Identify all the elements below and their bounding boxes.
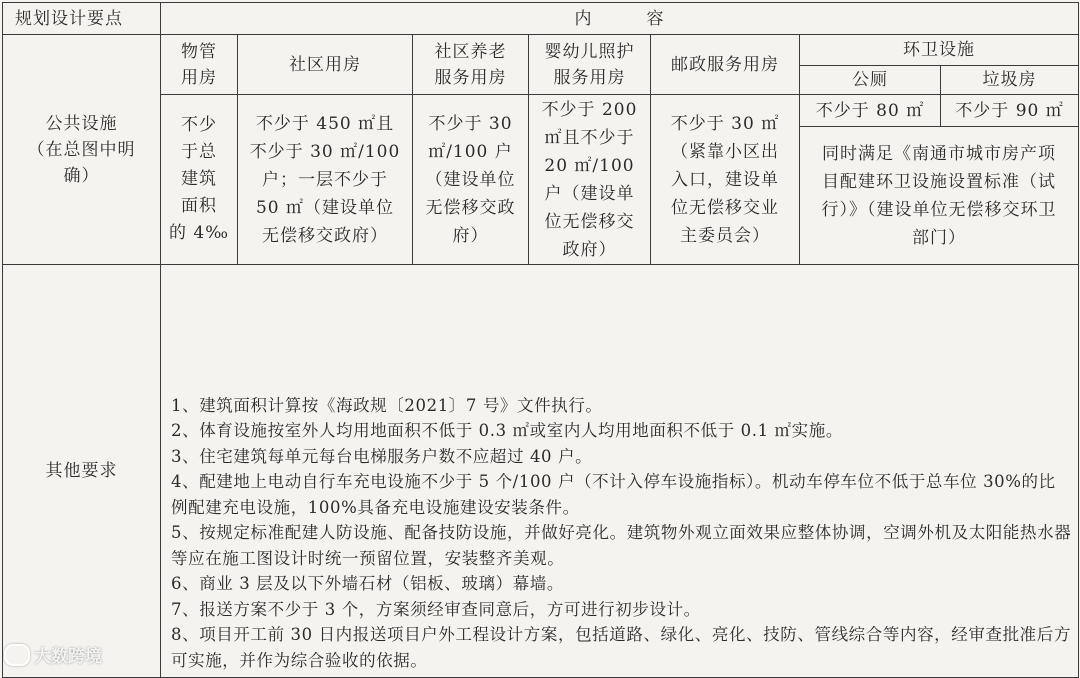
head-postal-room: 邮政服务用房 <box>651 35 800 95</box>
value-elderly-care-room: 不少于 30 ㎡/100 户（建设单位无偿移交政府） <box>413 95 529 265</box>
watermark-logo-icon <box>4 644 30 666</box>
value-garbage-room: 不少于 90 ㎡ <box>941 95 1079 127</box>
header-content: 内 容 <box>161 3 1079 35</box>
list-item: 5、按规定标准配建人防设施、配备技防设施，并做好亮化。建筑物外观立面效果应整体协调，空调外机及太阳能热水器等应在施工图设计时统一预留位置，安装整齐美观。 <box>171 523 1072 568</box>
value-community-room: 不少于 450 ㎡且不少于 30 ㎡/100 户；一层不少于 50 ㎡（建设单位无偿移交政府） <box>238 95 413 265</box>
other-requirements-label: 其他要求 <box>3 265 161 678</box>
head-sanitation: 环卫设施 <box>800 35 1079 66</box>
public-facilities-label: 公共设施 （在总图中明确） <box>3 35 161 265</box>
watermark <box>4 642 102 667</box>
other-requirements-list <box>161 265 1079 678</box>
value-property-room: 不少 于总 建筑 面积 的 4‰ <box>161 95 238 265</box>
head-infant-care-room: 婴幼儿照护 服务用房 <box>529 35 651 95</box>
value-postal-room: 不少于 30 ㎡（紧靠小区出入口，建设单位无偿移交业主委员会） <box>651 95 800 265</box>
head-property-room: 物管 用房 <box>161 35 238 95</box>
list-item: 4、配建地上电动自行车充电设施不少于 5 个/100 户（不计入停车设施指标）。机动车停车位不低于总车位 30%的比例配建充电设施，100%具备充电设施建设安装条件。 <box>171 472 1056 517</box>
requirements-table <box>2 2 1079 678</box>
value-public-toilet: 不少于 80 ㎡ <box>800 95 941 127</box>
list-item: 7、报送方案不少于 3 个，方案须经审查同意后，方可进行初步设计。 <box>171 599 701 619</box>
head-garbage-room: 垃圾房 <box>941 66 1079 95</box>
head-public-toilet: 公厕 <box>800 66 941 95</box>
list-item: 2、体育设施按室外人均用地面积不低于 0.3 ㎡或室内人均用地面积不低于 0.1 ㎡实施。 <box>171 421 843 440</box>
list-item: 6、商业 3 层及以下外墙石材（铝板、玻璃）幕墙。 <box>171 574 564 593</box>
value-sanitation-note: 同时满足《南通市城市房产项目配建环卫设施设置标准（试行）》（建设单位无偿移交环卫部门） <box>800 127 1079 265</box>
head-elderly-care-room: 社区养老 服务用房 <box>413 35 529 95</box>
watermark-text: 大数跨境 <box>34 647 102 667</box>
list-item: 8、项目开工前 30 日内报送项目户外工程设计方案，包括道路、绿化、亮化、技防、管线综合等内容，经审查批准后方可实施，并作为综合验收的依据。 <box>171 625 1071 670</box>
list-item: 1、建筑面积计算按《海政规〔2021〕7 号》文件执行。 <box>171 395 603 415</box>
list-item: 3、住宅建筑每单元每台电梯服务户数不应超过 40 户。 <box>171 446 593 466</box>
head-community-room: 社区用房 <box>238 35 413 95</box>
value-infant-care-room: 不少于 200 ㎡且不少于 20 ㎡/100 户（建设单位无偿移交政府） <box>529 95 651 265</box>
header-planning-points: 规划设计要点 <box>3 3 161 35</box>
